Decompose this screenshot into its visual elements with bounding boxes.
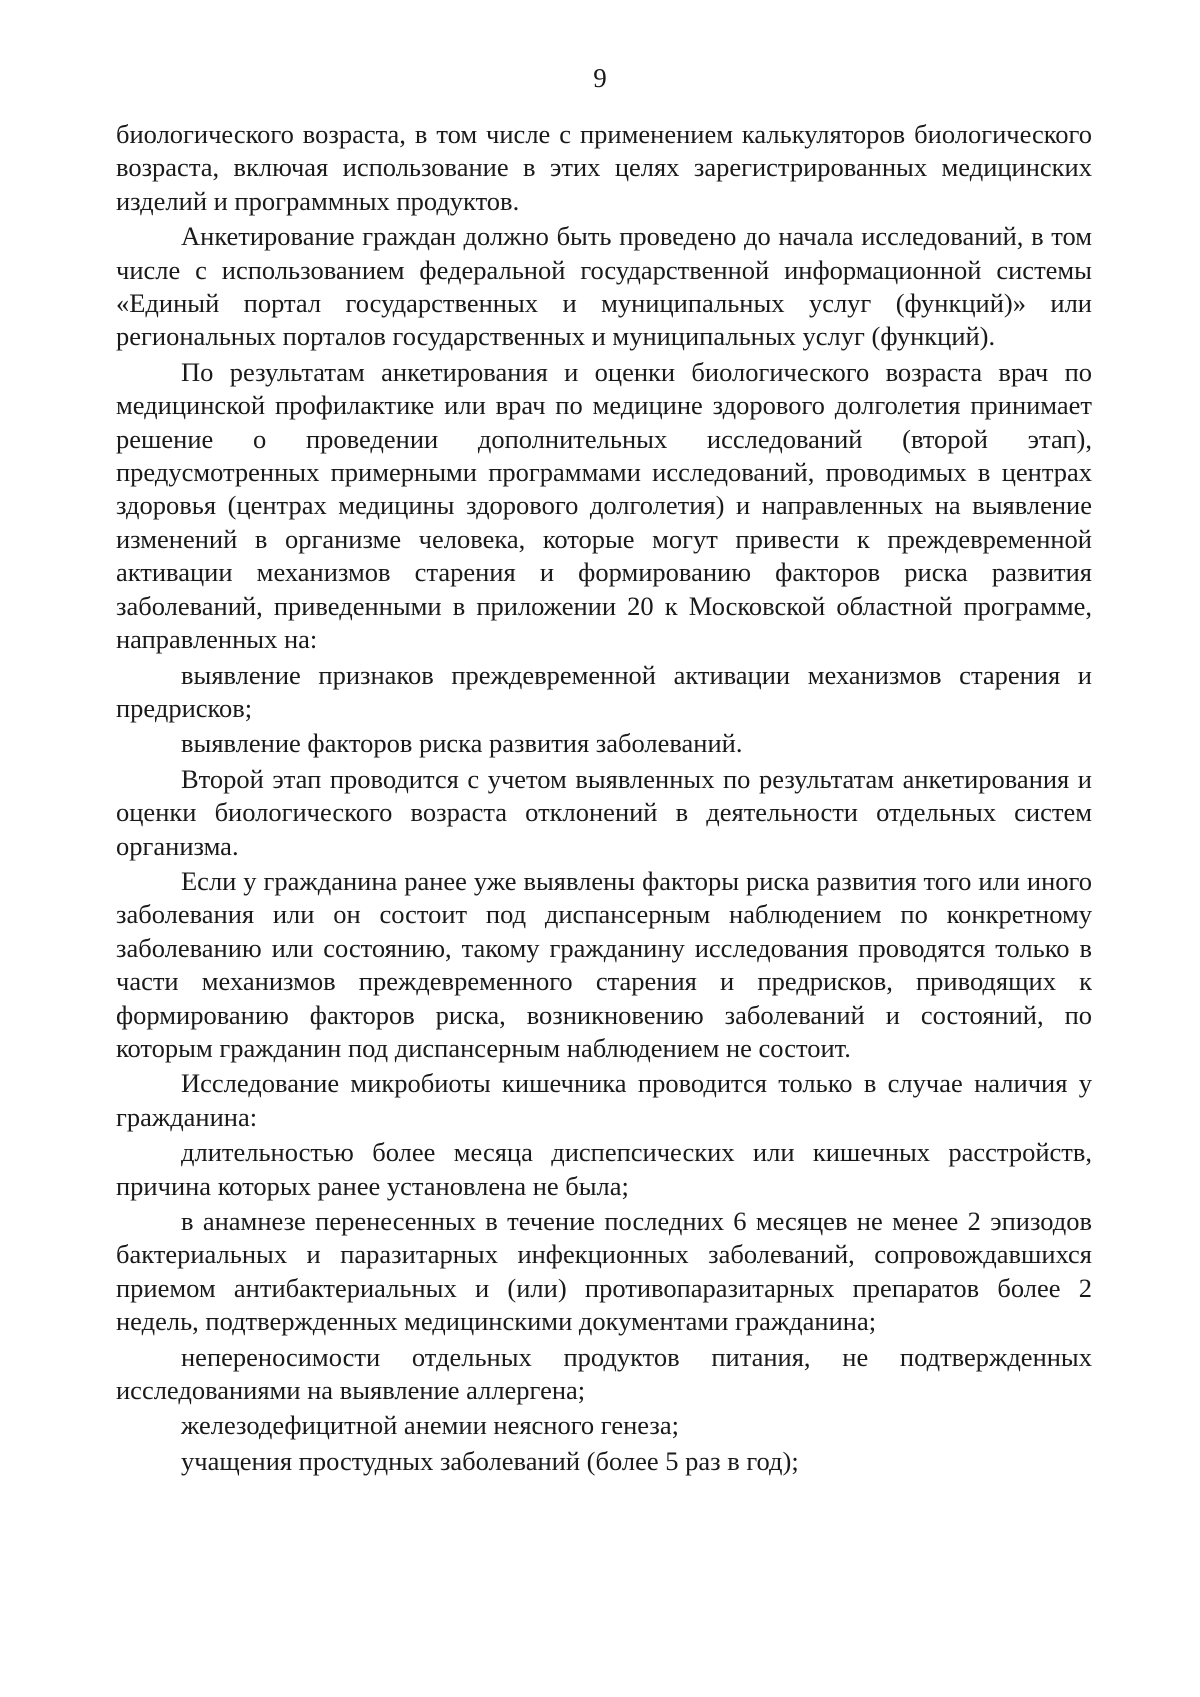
paragraph-existing-risks: Если у гражданина ранее уже выявлены факторы риска развития того или иного заболевания или он состоит под диспансерным наблюдением по конкретному заболеванию или состоянию, такому гражданину исследования проводятся только в части механизмов преждевременного старения и предрисков, приводящих к формированию факторов риска, возникновению заболеваний и состояний, по которым гражданин под диспансерным наблюдением не состоит. (116, 865, 1092, 1063)
paragraph-second-stage-decision: По результатам анкетирования и оценки биологического возраста врач по медицинской профилактике или врач по медицине здорового долголетия принимает решение о проведении дополнительных исследований (второй этап), предусмотренных примерными программами исследований, проводимых в центрах здоровья (центрах медицины здорового долголетия) и направленных на выявление изменений в организме человека, которые могут привести к преждевременной активации механизмов старения и формированию факторов риска развития заболеваний, приведенными в приложении 20 к Московской областной программе, направленных на: (116, 356, 1092, 655)
list-item-food-intolerance: непереносимости отдельных продуктов питания, не подтвержденных исследованиями на выявление аллергена; (116, 1341, 1092, 1406)
paragraph-survey: Анкетирование граждан должно быть проведено до начала исследований, в том числе с использованием федеральной государственной информационной системы «Единый портал государственных и муниципальных услуг (функций)» или региональных порталов государственных и муниципальных услуг (функций). (116, 221, 1092, 352)
list-item-anemia: железодефицитной анемии неясного генеза; (181, 1410, 679, 1441)
list-item-dyspepsia: длительностью более месяца диспепсических или кишечных расстройств, причина которых ранее установлена не была; (116, 1137, 1092, 1201)
document-body (116, 118, 1092, 1478)
list-item-colds: учащения простудных заболеваний (более 5 раз в год); (181, 1445, 799, 1476)
list-item-risk-factors: выявление факторов риска развития заболеваний. (181, 728, 743, 759)
paragraph-second-stage-conduct: Второй этап проводится с учетом выявленных по результатам анкетирования и оценки биологического возраста отклонений в деятельности отдельных систем организма. (116, 763, 1092, 861)
list-item-aging-signs: выявление признаков преждевременной активации механизмов старения и предрисков; (116, 659, 1092, 723)
paragraph-continuation: биологического возраста, в том числе с применением калькуляторов биологического возраста, включая использование в этих целях зарегистрированных медицинских изделий и программных продуктов. (116, 119, 1092, 216)
page-number: 9 (593, 63, 607, 93)
paragraph-microbiota: Исследование микробиоты кишечника проводится только в случае наличия у гражданина: (116, 1068, 1092, 1132)
list-item-infections: в анамнезе перенесенных в течение последних 6 месяцев не менее 2 эпизодов бактериальных и паразитарных инфекционных заболеваний, сопровождавшихся приемом антибактериальных и (или) противопаразитарных препаратов более 2 недель, подтвержденных медицинскими документами гражданина; (116, 1206, 1092, 1337)
